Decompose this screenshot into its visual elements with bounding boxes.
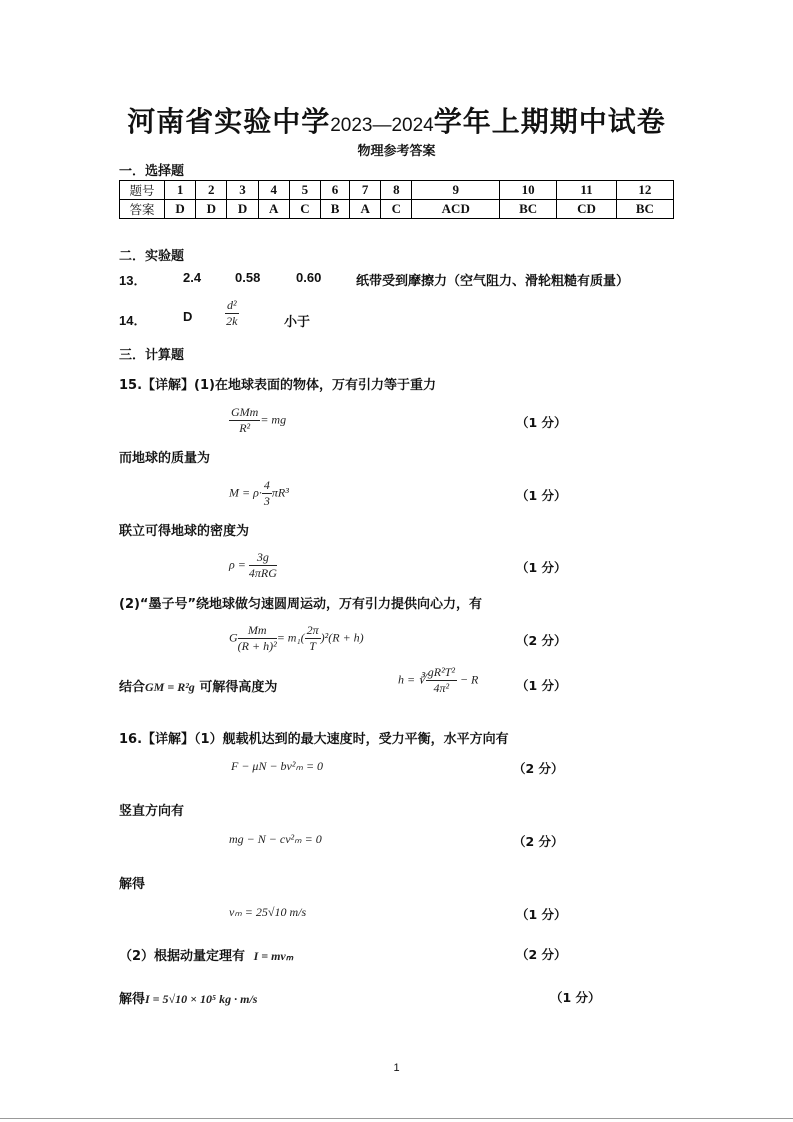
q16-score-1: （2 分） <box>513 761 564 776</box>
eq-inline: I = mvₘ <box>253 949 294 963</box>
q13-answer-3: 0.60 <box>296 270 322 285</box>
eq-rhs: = mg <box>260 412 287 427</box>
q15-eq5 <box>398 665 478 696</box>
q13-answer-1: 2.4 <box>183 270 202 285</box>
answer-cell: C <box>381 200 412 219</box>
q16-eq3: vₘ = 25√10 m/s <box>229 905 307 919</box>
answer-cell: ACD <box>412 200 500 219</box>
section-choice-heading: 一．选择题 <box>119 164 185 179</box>
q14-fraction <box>225 298 239 329</box>
eq-numerator: 2π <box>306 623 319 637</box>
text-momentum: （2）根据动量定理有 <box>119 949 246 964</box>
q15-intro: 15.【详解】(1)在地球表面的物体，万有引力等于重力 <box>119 378 436 393</box>
answer-cell: BC <box>500 200 557 219</box>
q16-score-5: （1 分） <box>550 990 601 1005</box>
eq-lhs: ρ = <box>229 557 249 572</box>
eq-denominator: T <box>309 639 316 653</box>
q14-number: 14． <box>119 313 147 328</box>
eq-lhs: M = ρ· <box>229 485 262 500</box>
q15-score-2: （1 分） <box>516 488 567 503</box>
text-solve-height: 可解得高度为 <box>194 680 278 695</box>
q14-answer-1: D <box>183 309 193 324</box>
q13-answer-2: 0.58 <box>235 270 261 285</box>
eq-numerator: 3g <box>249 550 277 566</box>
answer-cell: D <box>227 200 258 219</box>
eq-denominator: 3 <box>263 494 270 508</box>
eq-lhs: h = ∛ <box>398 672 426 687</box>
eq-rhs: )²(R + h) <box>320 630 364 645</box>
text-combine: 结合 <box>119 680 146 695</box>
question-number: 8 <box>381 181 412 200</box>
question-number: 12 <box>616 181 673 200</box>
eq-denominator: R² <box>239 421 251 435</box>
question-number: 5 <box>289 181 320 200</box>
q15-text-3: 联立可得地球的密度为 <box>119 524 250 539</box>
q15-score-3: （1 分） <box>516 560 567 575</box>
q16-eq1: F − μN − bv²ₘ = 0 <box>231 759 324 773</box>
row-label-numbers: 题号 <box>120 181 165 200</box>
answer-cell: D <box>196 200 227 219</box>
eq-numerator: gR²T² <box>427 665 455 679</box>
answer-cell: CD <box>557 200 616 219</box>
section-experiment-heading: 二．实验题 <box>119 249 185 264</box>
eq-inline: GM = R²g <box>145 680 195 694</box>
answer-cell: B <box>321 200 350 219</box>
q15-eq3 <box>229 550 277 581</box>
eq-rhs: − R <box>456 672 479 687</box>
answer-cell: BC <box>616 200 673 219</box>
answer-cell: A <box>258 200 289 219</box>
q15-text-4: (2)“墨子号”绕地球做匀速圆周运动，万有引力提供向心力，有 <box>119 597 483 612</box>
question-number: 3 <box>227 181 258 200</box>
q14-answer-3: 小于 <box>284 315 311 330</box>
eq-numerator: 4 <box>263 478 270 492</box>
text-result: 解得 <box>119 992 146 1007</box>
title-years: 2023—2024 <box>330 115 434 136</box>
eq-denominator: 4πRG <box>248 566 277 580</box>
eq-denominator: 4π² <box>433 681 450 695</box>
table-row-answers <box>120 200 674 219</box>
subtitle: 物理参考答案 <box>357 144 436 159</box>
q15-score-4: （2 分） <box>516 633 567 648</box>
q14-frac-numerator: d² <box>227 298 237 312</box>
question-number: 2 <box>196 181 227 200</box>
q13-number: 13． <box>119 273 147 288</box>
eq-middle: = m₁( <box>276 630 305 645</box>
q13-reason: 纸带受到摩擦力（空气阻力、滑轮粗糙有质量） <box>356 274 630 289</box>
q15-text-2: 而地球的质量为 <box>119 451 211 466</box>
footer-divider <box>0 1118 793 1119</box>
q15-score-5: （1 分） <box>516 678 567 693</box>
row-label-answers: 答案 <box>120 200 165 219</box>
q15-eq2 <box>229 478 289 509</box>
q16-eq2: mg − N − cv²ₘ = 0 <box>229 832 322 846</box>
question-number: 6 <box>321 181 350 200</box>
q16-score-3: （1 分） <box>516 907 567 922</box>
q16-text-5 <box>119 988 257 1007</box>
eq-rhs: πR³ <box>271 485 289 500</box>
section-calculation-heading: 三．计算题 <box>119 348 185 363</box>
eq-numerator: Mm <box>238 623 277 639</box>
table-row-numbers <box>120 181 674 200</box>
question-number: 9 <box>412 181 500 200</box>
page-title <box>0 100 793 140</box>
eq-inline: I = 5√10 × 10⁵ kg · m/s <box>145 992 258 1006</box>
q14-frac-denominator: 2k <box>226 314 238 328</box>
answer-cell: C <box>289 200 320 219</box>
q15-text-5 <box>119 676 277 695</box>
page-number: 1 <box>393 1062 400 1074</box>
q15-eq4 <box>229 623 364 654</box>
q15-score-1: （1 分） <box>516 415 567 430</box>
q16-intro: 16.【详解】（1）舰载机达到的最大速度时，受力平衡，水平方向有 <box>119 732 509 747</box>
question-number: 7 <box>350 181 381 200</box>
eq-numerator: GMm <box>231 405 259 419</box>
q15-eq1 <box>229 405 286 436</box>
eq-lhs: G <box>229 630 238 645</box>
answer-table <box>119 180 674 219</box>
q16-score-4: （2 分） <box>516 947 567 962</box>
answer-cell: D <box>165 200 196 219</box>
q16-text-4 <box>119 945 293 964</box>
question-number: 10 <box>500 181 557 200</box>
q16-text-2: 竖直方向有 <box>119 804 185 819</box>
title-pre: 河南省实验中学 <box>127 105 331 138</box>
question-number: 4 <box>258 181 289 200</box>
answer-cell: A <box>350 200 381 219</box>
question-number: 11 <box>557 181 616 200</box>
eq-denominator: (R + h)² <box>237 639 277 653</box>
q16-text-3: 解得 <box>119 877 146 892</box>
title-post: 学年上期期中试卷 <box>433 105 666 138</box>
question-number: 1 <box>165 181 196 200</box>
q16-score-2: （2 分） <box>513 834 564 849</box>
